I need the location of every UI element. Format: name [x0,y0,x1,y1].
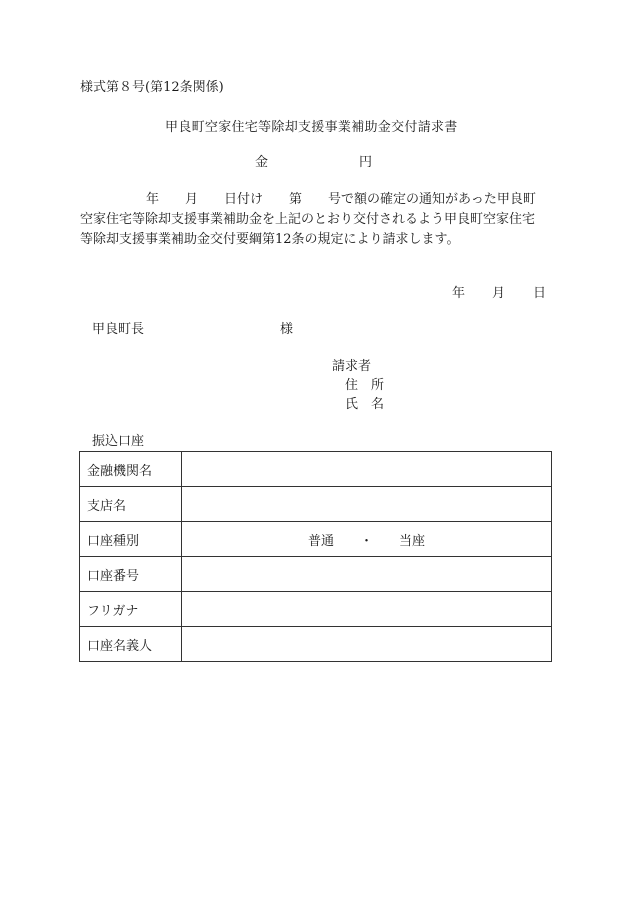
account-number-label: 口座番号 [80,557,182,592]
table-row [80,487,552,522]
account-type-field[interactable]: 普通 ・ 当座 [182,522,552,557]
bank-section-label: 振込口座 [92,434,145,449]
document-title: 甲良町空家住宅等除却支援事業補助金交付請求書 [165,120,458,135]
table-row [80,557,552,592]
date-day: 日 [533,286,547,301]
table-row [80,452,552,487]
furigana-label: フリガナ [80,592,182,627]
bank-name-label: 金融機関名 [80,452,182,487]
addressee-honorific: 様 [280,322,294,337]
account-number-field[interactable] [182,557,552,592]
table-row [80,592,552,627]
date-month: 月 [492,286,506,301]
branch-name-label: 支店名 [80,487,182,522]
account-holder-label: 口座名義人 [80,627,182,662]
request-body [80,190,560,250]
table-row [80,627,552,662]
account-holder-field[interactable] [182,627,552,662]
addressee-name: 甲良町長 [92,322,145,337]
amount-suffix: 円 [359,155,373,170]
requester-label: 請求者 [332,359,372,374]
date-year: 年 [452,286,466,301]
branch-name-field[interactable] [182,487,552,522]
bank-name-field[interactable] [182,452,552,487]
account-type-label: 口座種別 [80,522,182,557]
requester-address-label: 住 所 [345,378,385,393]
body-line: 空家住宅等除却支援事業補助金を上記のとおり交付されるよう甲良町空家住宅 [80,212,536,227]
body-line: 年 月 日付け 第 号で額の確定の通知があった甲良町 [146,192,536,207]
requester-name-label: 氏 名 [345,397,385,412]
amount-prefix: 金 [255,155,269,170]
table-row [80,522,552,557]
body-line: 等除却支援事業補助金交付要綱第12条の規定により請求します。 [80,232,460,247]
bank-account-table [79,451,552,662]
form-number: 様式第８号(第12条関係) [80,80,224,95]
furigana-field[interactable] [182,592,552,627]
